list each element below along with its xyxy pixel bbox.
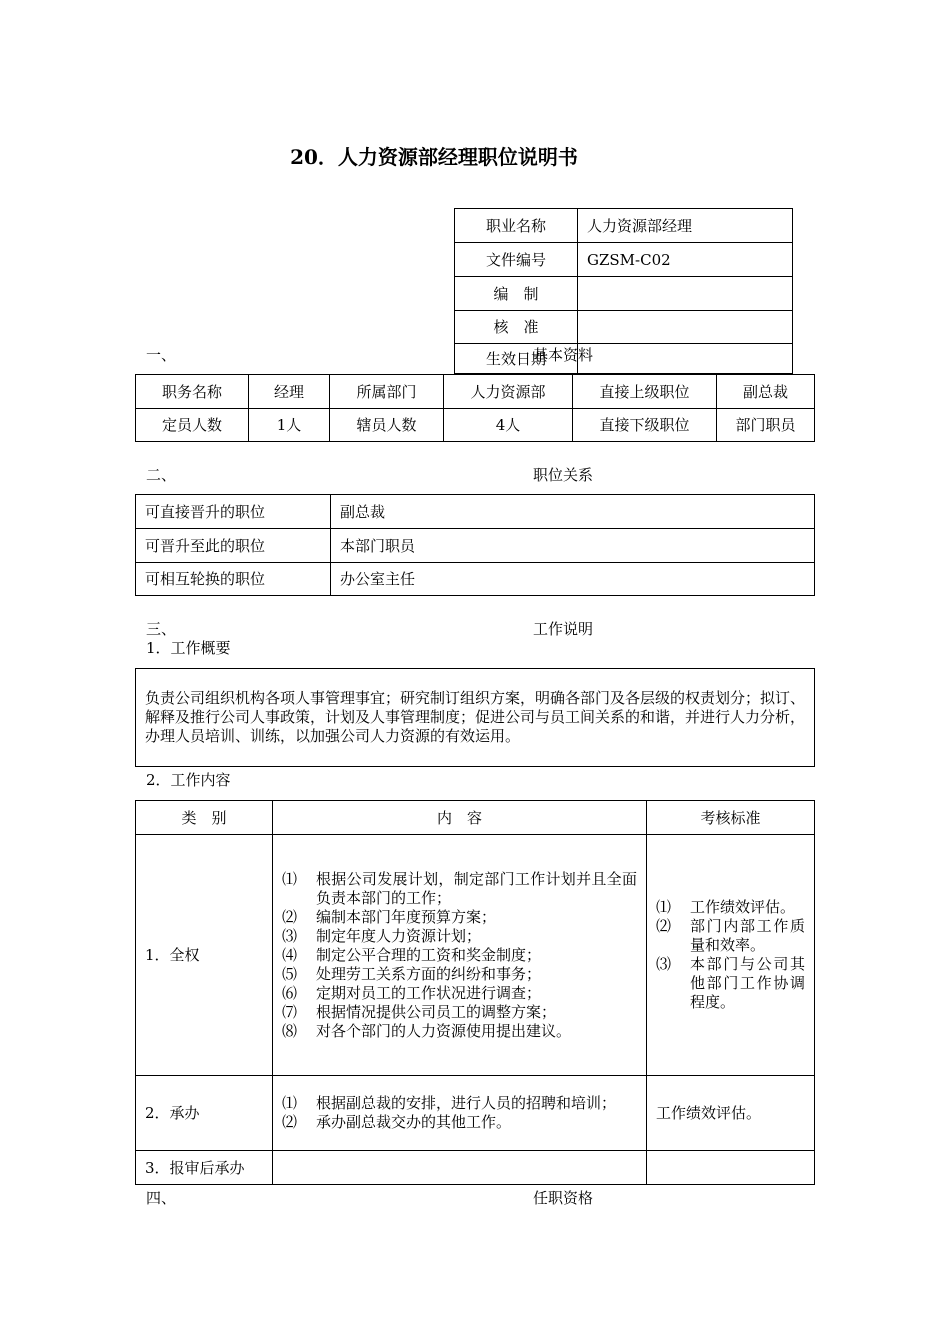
column-header: 考核标准: [647, 801, 815, 835]
basic-info-table: [135, 374, 815, 442]
table-row: [136, 835, 815, 1076]
doc-info-value: [578, 277, 793, 311]
list-item: ⑺ 根据情况提供公司员工的调整方案；: [282, 1002, 557, 1021]
doc-info-label: 文件编号: [455, 243, 578, 277]
list-item: ⑸ 处理劳工关系方面的纠纷和事务；: [282, 964, 542, 983]
relation-label: 可相互轮换的职位: [136, 563, 331, 596]
relation-value: 本部门职员: [331, 529, 815, 563]
category-cell: 3．报审后承办: [136, 1151, 273, 1185]
position-relations-table: [135, 494, 815, 596]
relation-value: 副总裁: [331, 495, 815, 529]
basic-info-cell: 所属部门: [330, 375, 444, 409]
doc-info-value: GZSM-C02: [578, 243, 793, 277]
relation-label: 可直接晋升的职位: [136, 495, 331, 529]
list-item: ⑶ 制定年度人力资源计划；: [282, 926, 482, 945]
section-number: 一、: [146, 346, 177, 364]
doc-info-value: [578, 311, 793, 344]
basic-info-cell: 部门职员: [717, 409, 815, 442]
criteria-list: [656, 898, 805, 1012]
doc-info-value: 人力资源部经理: [578, 209, 793, 243]
column-header: 内 容: [273, 801, 647, 835]
content-list: [282, 1094, 637, 1132]
basic-info-cell: 人力资源部: [444, 375, 573, 409]
basic-info-cell: 1人: [249, 409, 330, 442]
doc-info-label: 编 制: [455, 277, 578, 311]
doc-info-label: 核 准: [455, 311, 578, 344]
basic-info-cell: 经理: [249, 375, 330, 409]
table-row: [136, 1076, 815, 1151]
section-number: 三、: [146, 620, 177, 638]
category-cell: 2．承办: [136, 1076, 273, 1151]
basic-info-cell: 4人: [444, 409, 573, 442]
content-cell: [273, 1076, 647, 1151]
doc-info-table: [454, 208, 793, 374]
basic-info-cell: 直接上级职位: [573, 375, 717, 409]
list-item: ⑵ 承办副总裁交办的其他工作。: [282, 1113, 512, 1131]
subsection-title: 1．工作概要: [146, 639, 231, 657]
subsection-title: 2．工作内容: [146, 771, 231, 789]
doc-info-label: 职业名称: [455, 209, 578, 243]
list-item: ⑷ 制定公平合理的工资和奖金制度；: [282, 945, 542, 964]
doc-info-label: 生效日期: [455, 344, 578, 374]
content-list: [282, 870, 637, 1041]
list-item: ⑵ 部门内部工作质量和效率。: [656, 917, 805, 954]
basic-info-cell: 定员人数: [136, 409, 249, 442]
section-title: 工作说明: [533, 620, 594, 638]
list-item: ⑴ 根据公司发展计划，制定部门工作计划并且全面负责本部门的工作；: [282, 869, 637, 907]
relation-value: 办公室主任: [331, 563, 815, 596]
relation-label: 可晋升至此的职位: [136, 529, 331, 563]
section-number: 四、: [146, 1189, 177, 1207]
section-number: 二、: [146, 466, 177, 484]
list-item: ⑹ 定期对员工的工作状况进行调查；: [282, 983, 542, 1002]
list-item: ⑶ 本部门与公司其他部门工作协调程度。: [656, 955, 805, 1011]
page-title: 20．人力资源部经理职位说明书: [290, 145, 578, 169]
criteria-cell: 工作绩效评估。: [647, 1076, 815, 1151]
basic-info-cell: 直接下级职位: [573, 409, 717, 442]
job-summary: 负责公司组织机构各项人事管理事宜；研究制订组织方案，明确各部门及各层级的权责划分；拟订、解释及推行公司人事政策，计划及人事管理制度；促进公司与员工间关系的和谐，并进行人力分析，办理人员培训、训练，以加强公司人力资源的有效运用。: [135, 668, 815, 767]
list-item: ⑻ 对各个部门的人力资源使用提出建议。: [282, 1021, 572, 1040]
content-cell: [273, 835, 647, 1076]
category-cell: 1．全权: [136, 835, 273, 1076]
work-content-table: [135, 800, 815, 1185]
table-row: [136, 1151, 815, 1185]
basic-info-cell: 职务名称: [136, 375, 249, 409]
section-title: 职位关系: [533, 466, 594, 484]
section-title: 任职资格: [533, 1189, 594, 1207]
list-item: ⑴ 工作绩效评估。: [656, 898, 796, 916]
criteria-cell: [647, 1151, 815, 1185]
list-item: ⑴ 根据副总裁的安排，进行人员的招聘和培训；: [282, 1094, 617, 1112]
column-header: 类 别: [136, 801, 273, 835]
criteria-cell: [647, 835, 815, 1076]
list-item: ⑵ 编制本部门年度预算方案；: [282, 907, 497, 926]
section-title: 基本资料: [533, 346, 594, 364]
doc-info-value: [578, 344, 793, 374]
basic-info-cell: 辖员人数: [330, 409, 444, 442]
content-cell: [273, 1151, 647, 1185]
basic-info-cell: 副总裁: [717, 375, 815, 409]
